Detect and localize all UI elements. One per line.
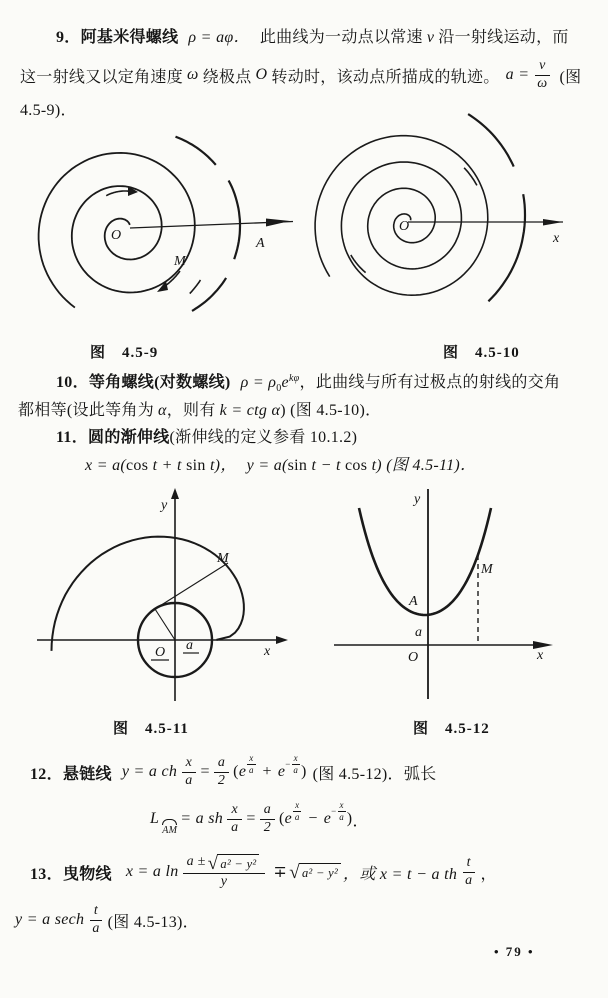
label-vertex-A: A <box>409 594 418 609</box>
para13-line2 <box>15 900 199 940</box>
catenary-curve <box>359 508 491 615</box>
fraction-x-over-a <box>227 802 242 835</box>
exp-fraction <box>338 800 346 822</box>
frac-den-omega: ω <box>537 75 548 91</box>
axis-arrowhead <box>543 219 563 226</box>
comma: ， <box>480 865 497 883</box>
para10-text1: ，此曲线与所有过极点的射线的交角 <box>299 374 561 391</box>
label-axis-x: x <box>553 231 560 246</box>
subscript-zero: 0 <box>276 383 282 394</box>
spiral-outer-broken-arc <box>468 114 525 301</box>
para9-line1 <box>56 24 569 47</box>
formula-k-ctg-alpha: k = ctg α <box>219 402 281 419</box>
eq-y-ach: y = a ch <box>121 763 178 780</box>
plus-sign: + <box>262 763 272 780</box>
var-alpha: α <box>158 402 167 419</box>
para9-line2 <box>20 56 581 94</box>
frac-num: x <box>227 802 242 819</box>
frac-num-v: v <box>535 58 550 75</box>
frac-den-y: y <box>220 873 228 889</box>
para12-line1 <box>30 750 436 794</box>
term-equiangular-spiral: 10．等角螺线(对数螺线) <box>56 374 231 391</box>
formula-rho-aphi: ρ = aφ． <box>188 29 250 46</box>
frac-num: x <box>182 755 197 772</box>
fraction-a-over-2 <box>214 755 229 788</box>
frac-numerator <box>183 854 266 874</box>
frac-den: 2 <box>263 819 272 835</box>
period: ． <box>352 812 369 830</box>
var-v: v <box>426 29 435 46</box>
para13-or-clause: ，或 x = t − a th <box>343 865 458 883</box>
frac-num: a <box>260 802 275 819</box>
var-e: e <box>284 810 293 827</box>
radical-sign: √ <box>289 861 300 883</box>
exp-num: x <box>295 800 300 811</box>
sketch-dashes <box>351 168 477 273</box>
fraction-a-over-2 <box>260 802 275 835</box>
equals-sign: = <box>246 810 256 827</box>
fraction-x-over-a <box>181 755 196 788</box>
figure-logarithmic-spiral <box>305 112 603 338</box>
frac-num: a <box>214 755 229 772</box>
frac-num: t <box>90 903 102 920</box>
figure-archimedean-spiral <box>18 116 300 338</box>
label-axis-x: x <box>264 644 271 659</box>
sub-AM: AM <box>162 824 178 836</box>
minus-sign: − <box>308 810 318 827</box>
exponent-neg-x-over-a <box>331 800 347 830</box>
exp-minus: − <box>285 759 291 769</box>
formula-a-equals: a = <box>505 66 530 83</box>
para9-text2: 沿一射线运动，而 <box>438 29 569 46</box>
logarithmic-spiral-curve <box>315 136 488 296</box>
eq-run: t)， <box>205 457 237 474</box>
var-omega: ω <box>187 66 199 83</box>
figure-involute-of-circle <box>15 483 295 708</box>
radical-a2-y2 <box>208 854 260 873</box>
fraction-v-over-omega <box>533 58 551 91</box>
exp-num: x <box>339 800 344 811</box>
var-e: e <box>281 374 289 391</box>
para13-line1 <box>30 848 497 896</box>
frac-num: t <box>463 855 475 872</box>
exp-den: a <box>294 811 300 822</box>
label-pole-O: O <box>399 219 410 234</box>
term-tractrix: 13．曳物线 <box>30 865 112 883</box>
frac-den: a <box>92 920 100 936</box>
var-e: e <box>323 810 332 827</box>
y-axis-arrowhead <box>171 488 179 499</box>
radical-sign: √ <box>207 852 219 874</box>
exponent-neg-x-over-a <box>285 753 301 783</box>
fn-cos: cos <box>126 457 149 474</box>
paren-close: ) <box>300 763 307 780</box>
label-radius-a: a <box>186 638 193 653</box>
para10-l2-text1: 都相等(设此等角为 <box>18 402 155 419</box>
frac-den: 2 <box>217 772 226 788</box>
paren-open: ( <box>233 763 239 780</box>
fn-cos: cos <box>345 457 368 474</box>
label-distance-a: a <box>415 625 422 640</box>
exp-minus: − <box>331 806 337 816</box>
eq-run: x = a( <box>85 457 127 474</box>
para12-line2 <box>150 797 369 841</box>
big-fraction <box>183 854 266 890</box>
exponent-k-phi: kφ <box>288 373 300 384</box>
para9-fig-open: (图 <box>559 68 582 86</box>
subscript-arc-AM <box>162 819 177 836</box>
para10-line2 <box>18 397 381 420</box>
term-involute-of-circle: 11．圆的渐伸线 <box>56 429 170 446</box>
exp-fraction <box>292 753 300 775</box>
caption-fig-4-5-10: 图 4.5-10 <box>443 345 520 361</box>
para9-text1: 此曲线为一动点以常速 <box>259 29 423 46</box>
radicand: a² − y² <box>217 854 259 871</box>
exp-num: x <box>293 753 298 764</box>
radical-a2-y2 <box>289 863 341 882</box>
eq-y-asech: y = a sech <box>15 911 85 928</box>
para13-figref: (图 4.5-13)． <box>107 913 199 931</box>
page-number: • 79 • <box>494 944 535 959</box>
label-axis-y: y <box>161 498 168 513</box>
para10-l2-text3: ) (图 4.5-10)． <box>280 402 382 419</box>
var-e: e <box>238 763 247 780</box>
eq-x-aln: x = a ln <box>125 863 179 880</box>
eq-run: t) (图 4.5-11)． <box>367 457 477 474</box>
var-L: L <box>150 810 160 827</box>
frac-den: a <box>185 772 193 788</box>
radicand: a² − y² <box>299 863 341 881</box>
label-point-A: A <box>256 236 265 251</box>
term-archimedean-spiral: 9．阿基米得螺线 <box>56 29 179 46</box>
para11-line1 <box>56 424 357 447</box>
label-axis-x: x <box>537 648 544 663</box>
fraction-t-over-a <box>461 855 476 888</box>
ray-arrowhead <box>266 219 290 227</box>
exponent-x-over-a <box>247 753 255 775</box>
label-point-M: M <box>174 254 186 269</box>
label-origin-O: O <box>408 650 419 665</box>
para9-l2-text3: 转动时，该动点所描成的轨迹。 <box>271 68 500 86</box>
para10-l2-text2: ，则有 <box>166 402 216 419</box>
equals-sign: = <box>200 763 210 780</box>
tangent-line-TM <box>155 563 228 609</box>
exp-den: a <box>248 764 254 775</box>
label-point-M: M <box>217 551 229 566</box>
minus-plus-sign: ∓ <box>273 864 288 881</box>
para9-figref: 4.5-9)． <box>20 102 77 119</box>
fn-sin: sin <box>287 457 308 474</box>
para11-text1: (渐伸线的定义参看 10.1.2) <box>169 429 358 446</box>
eq-run: y = a( <box>246 457 288 474</box>
label-point-M: M <box>481 562 493 577</box>
frac-den: a <box>465 872 473 888</box>
var-e: e <box>277 763 286 780</box>
eq-run: t − t <box>307 457 346 474</box>
exp-den: a <box>293 764 299 775</box>
var-O: O <box>255 66 268 83</box>
caption-fig-4-5-12: 图 4.5-12 <box>413 721 490 737</box>
para9-l2-text1: 这一射线又以定角速度 <box>20 68 184 86</box>
num-a-pm: a ± <box>186 853 206 869</box>
label-pole-O: O <box>111 228 122 243</box>
formula-rho-base: ρ = ρ <box>240 374 277 391</box>
exp-den: a <box>339 811 345 822</box>
paren-open: ( <box>279 810 285 827</box>
para10-line1 <box>56 369 560 392</box>
eq-ash: = a sh <box>180 810 224 827</box>
para12-figref-arclength: (图 4.5-12)．弧长 <box>312 765 437 783</box>
frac-den: a <box>231 819 239 835</box>
radius-OT <box>155 609 175 640</box>
label-origin-O: O <box>155 645 166 660</box>
para11-equation <box>85 452 476 475</box>
exponent-x-over-a <box>293 800 301 822</box>
caption-fig-4-5-11: 图 4.5-11 <box>113 721 189 737</box>
involute-curve <box>52 537 244 651</box>
x-axis-arrowhead <box>276 636 288 644</box>
figure-catenary <box>320 483 595 708</box>
fraction-t-over-a <box>88 903 103 936</box>
caption-fig-4-5-9: 图 4.5-9 <box>90 345 159 361</box>
paren-close: ) <box>346 810 353 827</box>
fn-sin: sin <box>186 457 206 474</box>
term-catenary: 12．悬链线 <box>30 765 112 783</box>
exp-num: x <box>249 753 254 764</box>
eq-run: t + t <box>148 457 187 474</box>
label-axis-y: y <box>414 492 421 507</box>
para9-l2-text2: 绕极点 <box>202 68 252 86</box>
